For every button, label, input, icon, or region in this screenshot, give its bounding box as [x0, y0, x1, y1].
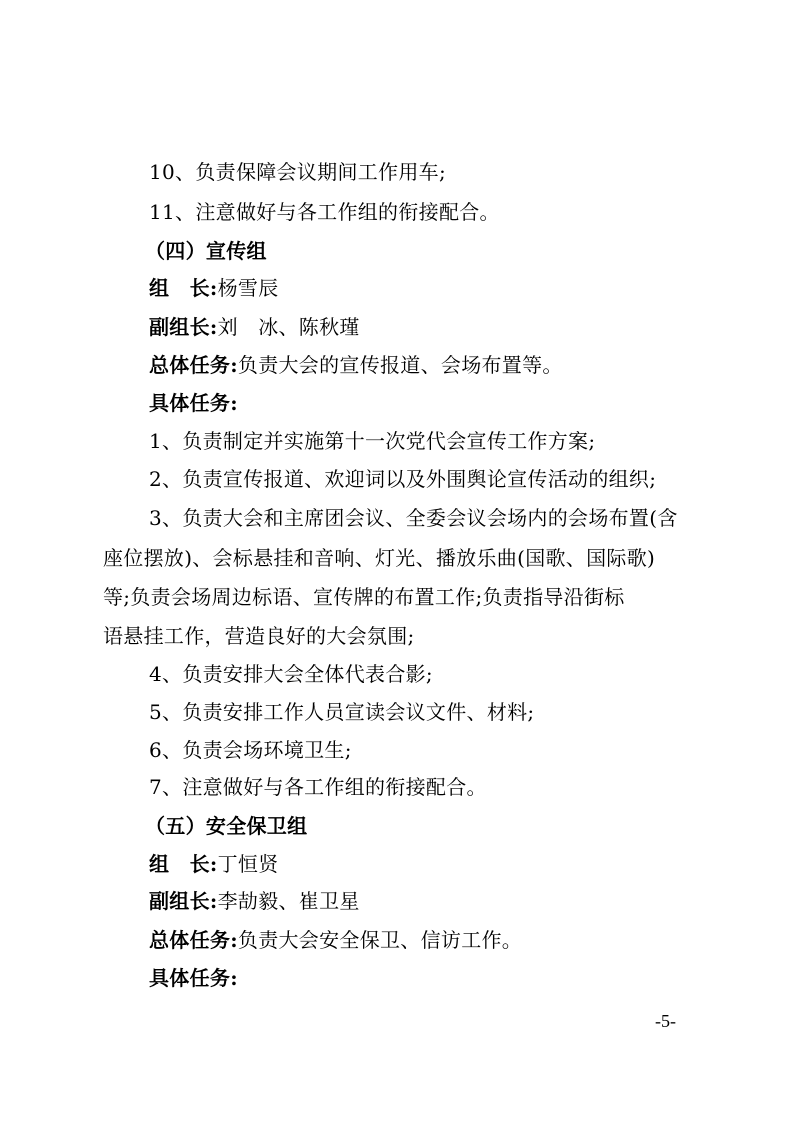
- group-leader-line: [149, 276, 279, 300]
- specific-tasks-heading: 具体任务:: [149, 966, 238, 990]
- task-item-11: 11、注意做好与各工作组的衔接配合。: [149, 200, 500, 224]
- overall-task-value: 负责大会的宣传报道、会场布置等。: [237, 353, 563, 377]
- task-item-3-continued: 等;负责会场周边标语、宣传牌的布置工作;负责指导沿街标: [103, 585, 625, 609]
- overall-task-label: 总体任务:: [149, 353, 238, 377]
- task-item-6: 6、负责会场环境卫生;: [149, 738, 352, 762]
- overall-task-label: 总体任务:: [149, 928, 238, 952]
- task-item-2: 2、负责宣传报道、欢迎词以及外围舆论宣传活动的组织;: [149, 467, 657, 491]
- overall-task-value: 负责大会安全保卫、信访工作。: [237, 928, 523, 952]
- task-item-1: 1、负责制定并实施第十一次党代会宣传工作方案;: [149, 429, 596, 453]
- task-item-7: 7、注意做好与各工作组的衔接配合。: [149, 775, 487, 799]
- deputy-leader-label: 副组长:: [149, 889, 218, 913]
- specific-tasks-heading: 具体任务:: [149, 391, 238, 415]
- section-heading-security: （五）安全保卫组: [145, 814, 308, 838]
- group-leader-label: 组 长:: [149, 276, 218, 300]
- task-item-5: 5、负责安排工作人员宣读会议文件、材料;: [149, 700, 535, 724]
- group-leader-value: 丁恒贤: [217, 852, 279, 876]
- task-item-10: 10、负责保障会议期间工作用车;: [149, 160, 446, 184]
- overall-task-line: [149, 353, 563, 377]
- section-heading-publicity: （四）宣传组: [145, 239, 267, 263]
- deputy-leader-value: 刘 冰、陈秋瑾: [217, 315, 360, 339]
- group-leader-value: 杨雪辰: [217, 276, 279, 300]
- task-item-3-continued: 语悬挂工作，营造良好的大会氛围;: [103, 624, 415, 648]
- task-item-3-continued: 座位摆放)、会标悬挂和音响、灯光、播放乐曲(国歌、国际歌): [103, 546, 656, 570]
- task-item-4: 4、负责安排大会全体代表合影;: [149, 662, 433, 686]
- group-leader-label: 组 长:: [149, 852, 218, 876]
- deputy-leader-label: 副组长:: [149, 315, 218, 339]
- group-leader-line: [149, 852, 279, 876]
- deputy-leader-line: [149, 889, 360, 913]
- deputy-leader-line: [149, 315, 360, 339]
- page-number: -5-: [655, 1011, 676, 1031]
- deputy-leader-value: 李劼毅、崔卫星: [217, 889, 360, 913]
- task-item-3: 3、负责大会和主席团会议、全委会议会场内的会场布置(含: [149, 506, 678, 530]
- overall-task-line: [149, 928, 522, 952]
